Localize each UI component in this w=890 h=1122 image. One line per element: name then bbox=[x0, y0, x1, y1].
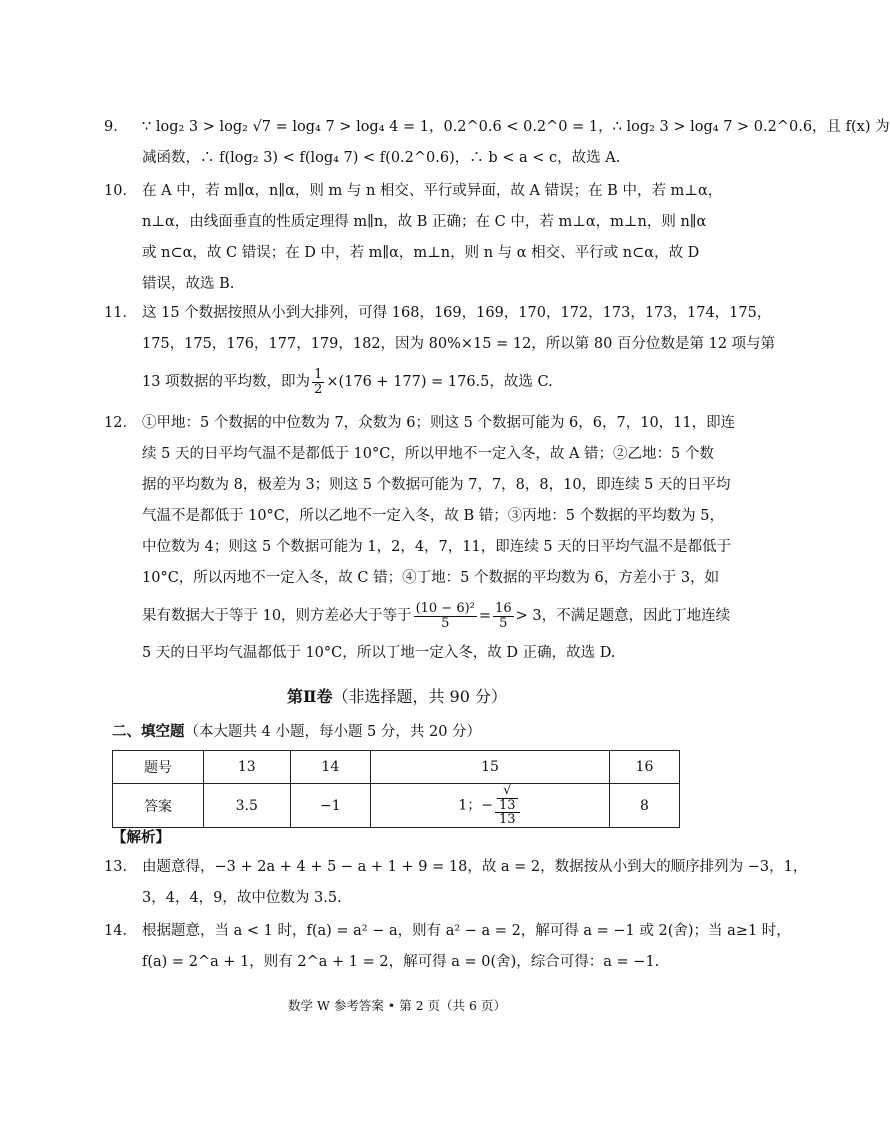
item-number: 14． bbox=[104, 923, 137, 939]
solution-line: 气温不是都低于 10°C，所以乙地不一定入冬，故 B 错；③丙地：5 个数据的平均数为 5， bbox=[142, 508, 724, 524]
fraction-numerator: (10 − 6)² bbox=[415, 600, 475, 616]
fraction-numerator: √ 13 bbox=[495, 784, 520, 813]
fraction-denominator: 13 bbox=[499, 812, 516, 827]
solution-9 bbox=[104, 112, 890, 174]
solution-line: 175，175，176，177，179，182，因为 80%×15 = 12，所以第 80 百分位数是第 12 项与第 bbox=[142, 336, 776, 352]
fraction-denominator: 5 bbox=[441, 615, 450, 631]
section-heading bbox=[112, 720, 481, 741]
table-cell: 16 bbox=[609, 751, 679, 784]
part-title bbox=[0, 684, 794, 707]
fraction bbox=[493, 602, 514, 631]
table-cell: 8 bbox=[609, 784, 679, 828]
solution-line: 或 n⊂α，故 C 错误；在 D 中，若 m∥α，m⊥n，则 n 与 α 相交、平行或 n⊂α，故 D bbox=[142, 245, 700, 261]
solution-13 bbox=[104, 852, 808, 914]
solution-line: 续 5 天的日平均气温不是都低于 10°C，所以甲地不一定入冬，故 A 错；②乙地：5 个数 bbox=[142, 446, 714, 462]
solution-line: 据的平均数为 8，极差为 3；则这 5 个数据可能为 7，7，8，8，10，即连续 5 天的日平均 bbox=[142, 477, 731, 493]
solution-line bbox=[112, 360, 684, 404]
table-cell: 14 bbox=[290, 751, 371, 784]
table-cell: 3.5 bbox=[204, 784, 291, 828]
solution-line: 在 A 中，若 m∥α，n∥α，则 m 与 n 相交、平行或异面，故 A 错误；在 B 中，若 m⊥α， bbox=[142, 183, 723, 199]
fraction bbox=[414, 602, 477, 631]
analysis-label: 【解析】 bbox=[112, 829, 170, 846]
solution-line: 3，4，4，9，故中位数为 3.5. bbox=[142, 890, 342, 906]
solution-line: 中位数为 4；则这 5 个数据可能为 1，2，4，7，11，即连续 5 天的日平均气温不是都低于 bbox=[142, 539, 732, 555]
table-row bbox=[113, 784, 680, 828]
table-cell: 题号 bbox=[113, 751, 204, 784]
fraction-denominator: 5 bbox=[499, 615, 508, 631]
table-cell: 答案 bbox=[113, 784, 204, 828]
section-description: （本大题共 4 小题，每小题 5 分，共 20 分） bbox=[184, 724, 482, 740]
item-number: 12． bbox=[104, 415, 137, 431]
solution-12 bbox=[104, 408, 736, 669]
item-number: 10． bbox=[104, 183, 137, 199]
solution-line: 根据题意，当 a < 1 时，f(a) = a² − a，则有 a² − a = 2，解可得 a = −1 或 2(舍)；当 a≥1 时， bbox=[142, 923, 791, 939]
solution-line: 减函数，∴ f(log₂ 3) < f(log₄ 7) < f(0.2^0.6)，∴ b < a < c，故选 A. bbox=[142, 150, 621, 166]
solution-14 bbox=[104, 916, 791, 978]
solution-line: 5 天的日平均气温都低于 10°C，所以丁地一定入冬，故 D 正确，故选 D. bbox=[142, 645, 616, 661]
table-cell: 13 bbox=[204, 751, 291, 784]
fraction bbox=[495, 784, 520, 827]
solution-line: ①甲地：5 个数据的中位数为 7，众数为 6；则这 5 个数据可能为 6，6，7，10，11，即连 bbox=[142, 415, 736, 431]
item-number: 9． bbox=[104, 119, 128, 135]
solution-line: 由题意得，−3 + 2a + 4 + 5 − a + 1 + 9 = 18，故 a = 2，数据按从小到大的顺序排列为 −3，1， bbox=[142, 859, 808, 875]
table-cell bbox=[371, 784, 610, 828]
solution-line: 这 15 个数据按照从小到大排列，可得 168，169，169，170，172，173，173，174，175， bbox=[142, 305, 772, 321]
text-segment: ×(176 + 177) = 176.5，故选 C. bbox=[326, 374, 553, 390]
equals-sign: = bbox=[478, 608, 492, 624]
fraction-numerator: 16 bbox=[495, 600, 512, 616]
table-cell: −1 bbox=[290, 784, 371, 828]
solution-line: 10°C，所以丙地不一定入冬，故 C 错；④丁地：5 个数据的平均数为 6，方差小于 3，如 bbox=[142, 570, 720, 586]
answer-prefix: 1；− bbox=[458, 797, 494, 814]
fraction-numerator: 1 bbox=[314, 366, 323, 382]
text-segment: 13 项数据的平均数，即为 bbox=[142, 374, 311, 390]
page-footer: 数学 W 参考答案 • 第 2 页（共 6 页） bbox=[288, 998, 506, 1013]
part-title-rest: （非选择题，共 90 分） bbox=[332, 687, 508, 706]
solution-11 bbox=[104, 298, 776, 404]
table-header-row bbox=[113, 751, 680, 784]
part-title-main: 第Ⅱ卷 bbox=[286, 687, 333, 706]
text-segment: > 3，不满足题意，因此丁地连续 bbox=[515, 608, 731, 624]
item-number: 13． bbox=[104, 859, 137, 875]
text-segment: 果有数据大于等于 10，则方差必大于等于 bbox=[142, 608, 412, 624]
sqrt-radicand: 13 bbox=[499, 798, 516, 813]
solution-line: f(a) = 2^a + 1，则有 2^a + 1 = 2，解可得 a = 0(舍)，综合可得：a = −1. bbox=[142, 954, 660, 970]
answer-table bbox=[112, 750, 680, 828]
section-label: 二、填空题 bbox=[112, 723, 185, 740]
solution-line: n⊥α，由线面垂直的性质定理得 m∥n，故 B 正确；在 C 中，若 m⊥α，m⊥n，则 n∥α bbox=[142, 214, 707, 230]
item-number: 11． bbox=[104, 305, 137, 321]
fraction-denominator: 2 bbox=[314, 381, 323, 397]
fraction bbox=[312, 368, 324, 397]
solution-line bbox=[112, 594, 731, 638]
table-cell: 15 bbox=[371, 751, 610, 784]
solution-line: 错误，故选 B. bbox=[142, 276, 235, 292]
solution-10 bbox=[104, 176, 723, 300]
solution-line: ∵ log₂ 3 > log₂ √7 = log₄ 7 > log₄ 4 = 1，0.2^0.6 < 0.2^0 = 1，∴ log₂ 3 > log₄ 7 > 0.2^0.6，且 f(x) 为 bbox=[142, 119, 890, 135]
